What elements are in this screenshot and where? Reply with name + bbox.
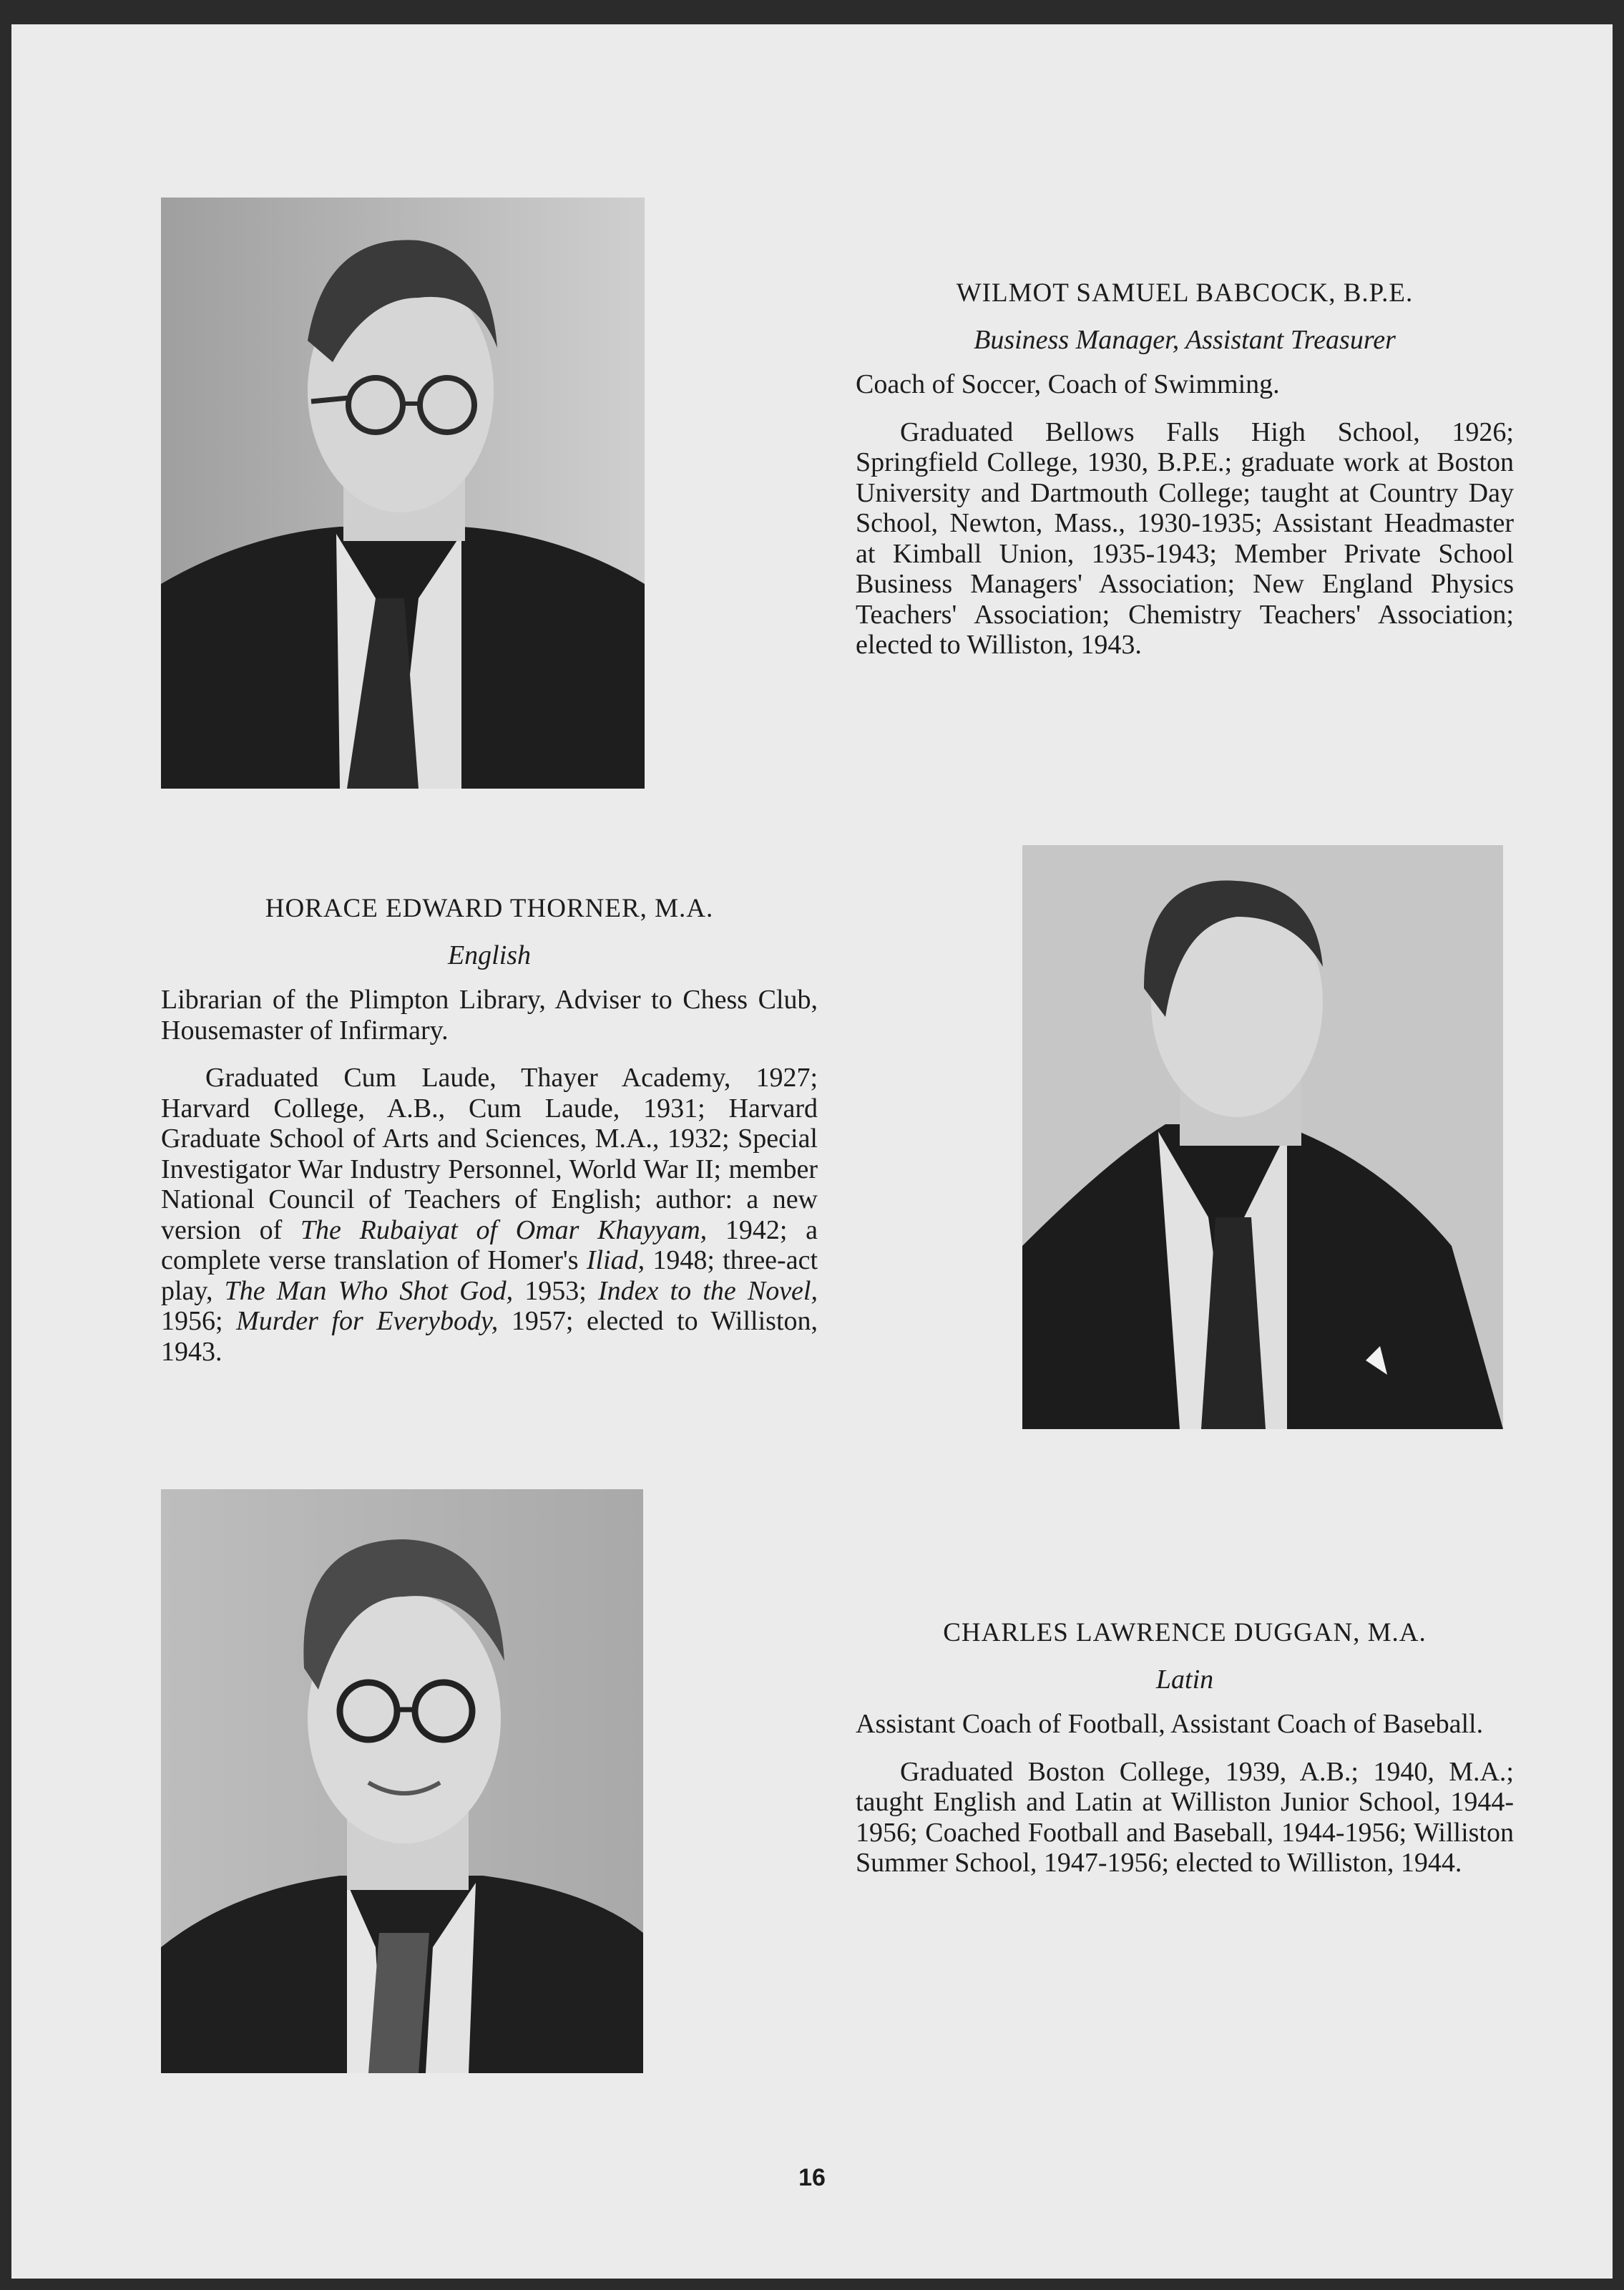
history-text: 1948; three-act play,	[161, 1245, 818, 1306]
staff-name: WILMOT SAMUEL BABCOCK, B.P.E.	[956, 278, 1414, 308]
italic-title: The Man Who Shot God,	[224, 1275, 514, 1306]
history-text: 1957; elected to Williston, 1943.	[161, 1306, 818, 1367]
bio-duggan	[856, 1618, 1514, 1879]
yearbook-page	[11, 24, 1613, 2279]
staff-history	[856, 417, 1514, 661]
portrait-duggan	[161, 1489, 643, 2073]
bio-babcock	[856, 278, 1514, 661]
staff-name: HORACE EDWARD THORNER, M.A.	[265, 894, 714, 923]
staff-duties: Coach of Soccer, Coach of Swimming.	[856, 369, 1280, 399]
italic-title: Index to the Novel,	[597, 1275, 818, 1306]
staff-role: Latin	[1155, 1664, 1214, 1695]
history-text: Graduated Boston College, 1939, A.B.; 1940, M.A.; taught English and Latin at Williston Junior School, 1944-1956; Coached Football and Baseball, 1944-1956; Williston Summer School, 1947-1956; elected to Williston, 1944.	[856, 1756, 1514, 1878]
portrait-babcock	[161, 198, 645, 789]
italic-title: Iliad,	[586, 1245, 645, 1275]
italic-title: Murder for Everybody,	[236, 1306, 499, 1336]
history-text: 1956;	[161, 1306, 237, 1336]
staff-name: CHARLES LAWRENCE DUGGAN, M.A.	[943, 1618, 1427, 1647]
history-text: Graduated Bellows Falls High School, 1926; Springfield College, 1930, B.P.E.; graduate work at Boston University and Dartmouth College; taught at Country Day School, Newton, Mass., 1930-1935; Assistant Headmaster at Kimball Union, 1935-1943; Member Private School Business Managers' Association; New England Physics Teachers' Association; Chemistry Teachers' Association; elected to Williston, 1943.	[856, 416, 1514, 660]
staff-role: Business Manager, Assistant Treasurer	[974, 324, 1396, 355]
history-text: Graduated Cum Laude, Thayer Academy, 1927; Harvard College, A.B., Cum Laude, 1931; Harvard Graduate School of Arts and Sciences, M.A., 1932; Special Investigator War Industry Personnel, World War II; member National Council of Teachers of English; author: a new version of	[161, 1063, 818, 1245]
bio-thorner	[161, 894, 818, 1367]
italic-title: The Rubaiyat of Omar Khayyam,	[300, 1214, 708, 1245]
staff-duties: Assistant Coach of Football, Assistant Coach of Baseball.	[856, 1709, 1484, 1739]
staff-duties: Librarian of the Plimpton Library, Adviser to Chess Club, Housemaster of Infirmary.	[161, 985, 818, 1046]
staff-role: English	[447, 940, 532, 970]
staff-history	[856, 1757, 1514, 1879]
staff-history	[161, 1063, 818, 1367]
page-number: 16	[798, 2164, 826, 2191]
portrait-thorner	[1022, 845, 1503, 1429]
history-text: 1942; a complete verse translation of Homer's	[161, 1214, 818, 1275]
history-text: 1953;	[513, 1275, 598, 1306]
